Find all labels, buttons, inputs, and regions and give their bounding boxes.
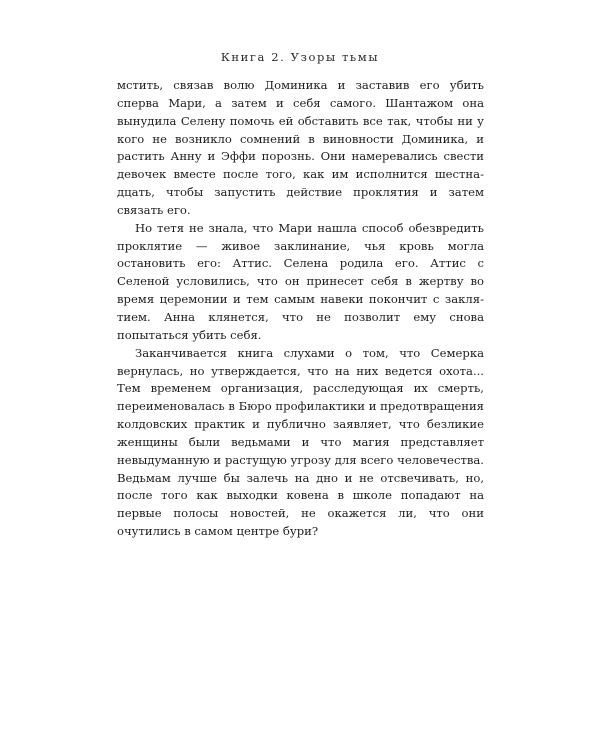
paragraph: Но тетя не знала, что Мари нашла способ обезвредить проклятие — живое заклинание, чья кровь могла остановить его: Аттис. Селена родила его. Аттис с Селеной условились, что он принесет себя в жертву во время церемонии и тем самым навеки покончит с заклятием. Анна клянется, что не позволит ему снова попытаться убить себя. [117,220,484,342]
body-text [117,77,484,541]
paragraph-continued: мстить, связав волю Доминика и заставив его убить сперва Мари, а затем и себя самого. Шантажом она вынудила Селену помочь ей обставить все так, чтобы ни у кого не возникло сомнений в виновности Доминика, и растить Анну и Эффи порознь. Они намеревались свести девочек вместе после того, как им исполнится шестнадцать, чтобы запустить действие проклятия и затем связать его. [117,78,484,217]
running-head: Книга 2. Узоры тьмы [220,50,380,64]
paragraph: Заканчивается книга слухами о том, что Семерка вернулась, но утверждается, что на них ведется охота... Тем временем организация, расследующая их смерть, переименовалась в Бюро профилактики и предотвращения колдовских практик и публично заявляет, что безликие женщины были ведьмами и что магия представляет невыдуманную и растущую угрозу для всего человечества. Ведьмам лучше бы залечь на дно и не отсвечивать, но, после того как выходки ковена в школе попадают на первые полосы новостей, не окажется ли, что они очутились в самом центре бури? [117,345,484,539]
